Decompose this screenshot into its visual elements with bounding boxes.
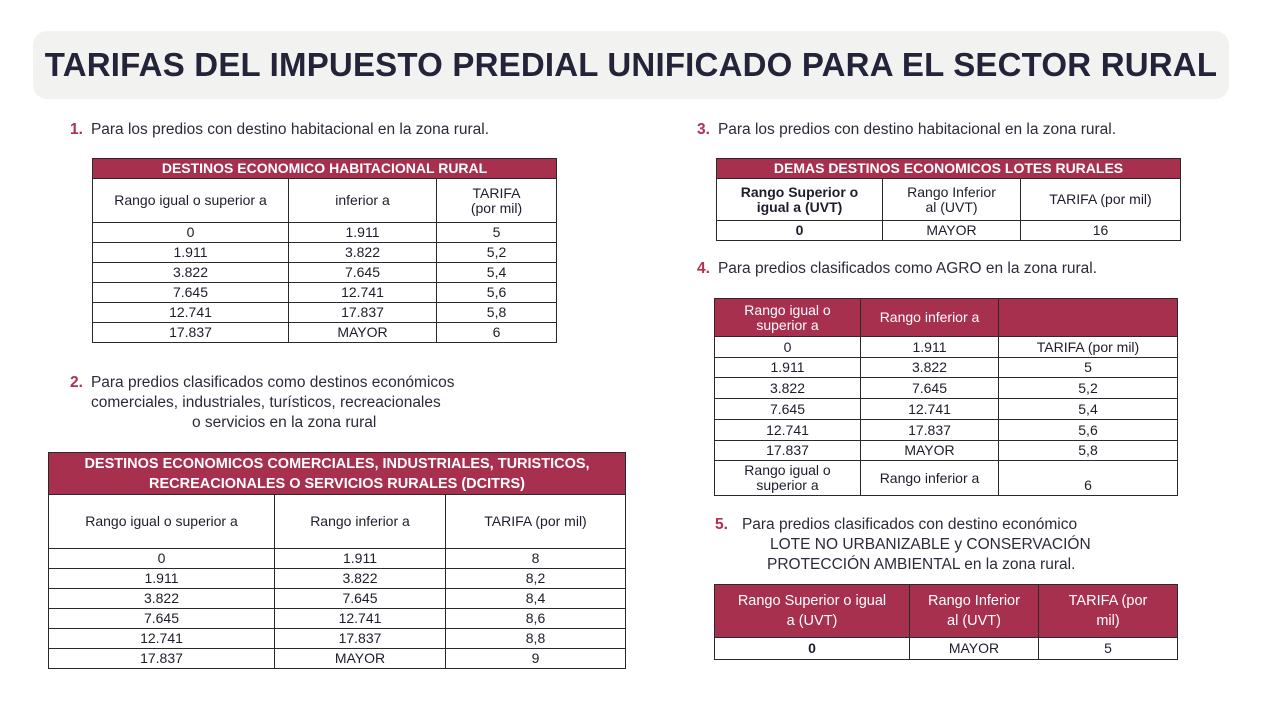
title-line: DESTINOS ECONOMICOS COMERCIALES, INDUSTRIALES, TURISTICOS, bbox=[84, 455, 590, 472]
header-line: al (UVT) bbox=[925, 198, 978, 215]
header-line: TARIFA (por bbox=[1068, 593, 1148, 609]
cell: 5,6 bbox=[999, 420, 1178, 441]
section-number: 2. bbox=[70, 374, 83, 391]
section-5-heading bbox=[715, 515, 1185, 575]
lote-no-urbanizable-table bbox=[714, 584, 1178, 660]
cell: 17.837 bbox=[715, 441, 861, 461]
section-text-line: o servicios en la zona rural bbox=[192, 414, 377, 431]
cell: 3.822 bbox=[289, 243, 437, 263]
cell: 0 bbox=[49, 549, 275, 569]
section-text-line: Para predios clasificados como destinos económicos bbox=[90, 374, 455, 391]
section-2-heading bbox=[70, 373, 590, 433]
cell-line: Rango igual o bbox=[744, 462, 831, 478]
cell: MAYOR bbox=[861, 441, 999, 461]
cell: 5 bbox=[1039, 638, 1178, 660]
header-line: al (UVT) bbox=[947, 613, 1001, 629]
table-row bbox=[93, 263, 557, 283]
cell: MAYOR bbox=[883, 221, 1021, 241]
section-number: 4. bbox=[697, 260, 710, 277]
section-text-line: comerciales, industriales, turísticos, recreacionales bbox=[91, 394, 441, 411]
cell: 7.645 bbox=[93, 283, 289, 303]
section-4-heading bbox=[697, 259, 1237, 279]
cell: 5 bbox=[999, 358, 1178, 378]
cell: 5,2 bbox=[437, 243, 557, 263]
section-1-heading bbox=[70, 120, 610, 140]
cell: 3.822 bbox=[49, 589, 275, 609]
table-title: DESTINOS ECONOMICO HABITACIONAL RURAL bbox=[93, 159, 557, 179]
cell: 3.822 bbox=[715, 378, 861, 399]
table-row bbox=[715, 461, 1178, 496]
cell: 5,6 bbox=[437, 283, 557, 303]
table-row bbox=[49, 649, 626, 669]
column-header bbox=[910, 585, 1039, 638]
dcitrs-table bbox=[48, 452, 626, 669]
cell: 8,6 bbox=[446, 609, 626, 629]
cell: 12.741 bbox=[49, 629, 275, 649]
table-row bbox=[93, 223, 557, 243]
column-header: Rango igual o superior a bbox=[93, 179, 289, 223]
header-line: a (UVT) bbox=[786, 613, 838, 629]
cell: 12.741 bbox=[861, 399, 999, 420]
cell: 5,8 bbox=[999, 441, 1178, 461]
cell: 1.911 bbox=[49, 569, 275, 589]
cell: MAYOR bbox=[289, 323, 437, 343]
section-text: Para los predios con destino habitacional en la zona rural. bbox=[90, 121, 490, 138]
cell: 9 bbox=[446, 649, 626, 669]
cell: 0 bbox=[93, 223, 289, 243]
agro-table bbox=[714, 298, 1178, 496]
cell: 1.911 bbox=[715, 358, 861, 378]
section-text-line: PROTECCIÓN AMBIENTAL en la zona rural. bbox=[767, 556, 1076, 573]
table-row bbox=[715, 337, 1178, 358]
table-row bbox=[93, 323, 557, 343]
section-text: Para los predios con destino habitacional en la zona rural. bbox=[717, 121, 1117, 138]
section-3-heading bbox=[697, 120, 1237, 140]
cell: 5 bbox=[437, 223, 557, 243]
table-row bbox=[717, 221, 1181, 241]
cell: MAYOR bbox=[275, 649, 446, 669]
cell: 7.645 bbox=[49, 609, 275, 629]
cell: 3.822 bbox=[275, 569, 446, 589]
column-header: Rango inferior a bbox=[275, 495, 446, 549]
cell: TARIFA (por mil) bbox=[999, 337, 1178, 358]
column-header bbox=[715, 299, 861, 337]
cell: 7.645 bbox=[861, 378, 999, 399]
table-row bbox=[49, 589, 626, 609]
section-text-line: Para predios clasificados con destino económico bbox=[741, 516, 1078, 533]
table-row bbox=[715, 441, 1178, 461]
section-number: 3. bbox=[697, 121, 710, 138]
cell: 17.837 bbox=[289, 303, 437, 323]
cell: 8 bbox=[446, 549, 626, 569]
table-row bbox=[715, 638, 1178, 660]
cell: 5,4 bbox=[999, 399, 1178, 420]
cell: 0 bbox=[717, 221, 883, 241]
cell: 1.911 bbox=[861, 337, 999, 358]
section-number: 1. bbox=[70, 121, 83, 138]
column-header bbox=[883, 179, 1021, 221]
cell: 12.741 bbox=[715, 420, 861, 441]
title-line: RECREACIONALES O SERVICIOS RURALES (DCITRS) bbox=[149, 475, 525, 492]
table-header-row bbox=[49, 495, 626, 549]
header-line: Rango igual o bbox=[744, 301, 831, 318]
header-line: Rango Inferior bbox=[907, 183, 996, 200]
cell: 1.911 bbox=[275, 549, 446, 569]
column-header: TARIFA (por mil) bbox=[446, 495, 626, 549]
table-header-row bbox=[715, 299, 1178, 337]
section-text: Para predios clasificados como AGRO en la zona rural. bbox=[717, 260, 1098, 277]
table-row bbox=[49, 609, 626, 629]
column-header bbox=[717, 179, 883, 221]
cell: 5,4 bbox=[437, 263, 557, 283]
column-header: Rango inferior a bbox=[861, 299, 999, 337]
cell: 17.837 bbox=[93, 323, 289, 343]
header-line: Rango Inferior bbox=[928, 593, 1020, 609]
header-line: Rango Superior o bbox=[740, 183, 859, 200]
cell: 8,2 bbox=[446, 569, 626, 589]
habitacional-rural-table bbox=[92, 158, 557, 343]
table-row bbox=[49, 629, 626, 649]
column-header: inferior a bbox=[289, 179, 437, 223]
cell bbox=[715, 461, 861, 496]
cell: 0 bbox=[715, 337, 861, 358]
table-header-row bbox=[93, 179, 557, 223]
title-banner bbox=[33, 31, 1229, 99]
table-row bbox=[49, 549, 626, 569]
column-header bbox=[715, 585, 910, 638]
table-title bbox=[49, 453, 626, 495]
section-text-line: LOTE NO URBANIZABLE y CONSERVACIÓN bbox=[770, 536, 1091, 553]
table-row bbox=[715, 399, 1178, 420]
header-line: superior a bbox=[756, 316, 819, 333]
table-row bbox=[715, 378, 1178, 399]
header-line: Rango Superior o igual bbox=[737, 593, 887, 609]
cell: 16 bbox=[1021, 221, 1181, 241]
column-header bbox=[1039, 585, 1178, 638]
table-header-row bbox=[717, 179, 1181, 221]
cell: 1.911 bbox=[93, 243, 289, 263]
column-header: TARIFA (por mil) bbox=[1021, 179, 1181, 221]
cell: 6 bbox=[437, 323, 557, 343]
table-row bbox=[93, 303, 557, 323]
cell: 7.645 bbox=[715, 399, 861, 420]
cell: 3.822 bbox=[93, 263, 289, 283]
cell: 12.741 bbox=[275, 609, 446, 629]
header-line: mil) bbox=[1096, 613, 1120, 629]
header-line: (por mil) bbox=[470, 199, 523, 216]
section-number: 5. bbox=[715, 516, 728, 533]
table-row bbox=[49, 569, 626, 589]
cell: 8,4 bbox=[446, 589, 626, 609]
cell: 7.645 bbox=[275, 589, 446, 609]
cell: 0 bbox=[715, 638, 910, 660]
table-row bbox=[715, 358, 1178, 378]
cell: MAYOR bbox=[910, 638, 1039, 660]
header-line: igual a (UVT) bbox=[756, 198, 843, 215]
table-row bbox=[715, 420, 1178, 441]
table-row bbox=[93, 243, 557, 263]
cell: 5,2 bbox=[999, 378, 1178, 399]
cell: 6 bbox=[999, 461, 1178, 496]
cell: 8,8 bbox=[446, 629, 626, 649]
column-header: Rango igual o superior a bbox=[49, 495, 275, 549]
cell: 3.822 bbox=[861, 358, 999, 378]
cell: 12.741 bbox=[93, 303, 289, 323]
cell: 7.645 bbox=[289, 263, 437, 283]
cell-line: superior a bbox=[756, 477, 819, 493]
page-title: TARIFAS DEL IMPUESTO PREDIAL UNIFICADO PARA EL SECTOR RURAL bbox=[44, 46, 1218, 83]
cell: 12.741 bbox=[289, 283, 437, 303]
cell: 5,8 bbox=[437, 303, 557, 323]
column-header-empty bbox=[999, 299, 1178, 337]
column-header bbox=[437, 179, 557, 223]
table-row bbox=[93, 283, 557, 303]
lotes-rurales-table bbox=[716, 158, 1181, 241]
header-line: TARIFA bbox=[472, 184, 521, 201]
cell: 17.837 bbox=[861, 420, 999, 441]
cell: 17.837 bbox=[49, 649, 275, 669]
cell: Rango inferior a bbox=[861, 461, 999, 496]
table-header-row bbox=[715, 585, 1178, 638]
table-title: DEMAS DESTINOS ECONOMICOS LOTES RURALES bbox=[717, 159, 1181, 179]
cell: 1.911 bbox=[289, 223, 437, 243]
cell: 17.837 bbox=[275, 629, 446, 649]
